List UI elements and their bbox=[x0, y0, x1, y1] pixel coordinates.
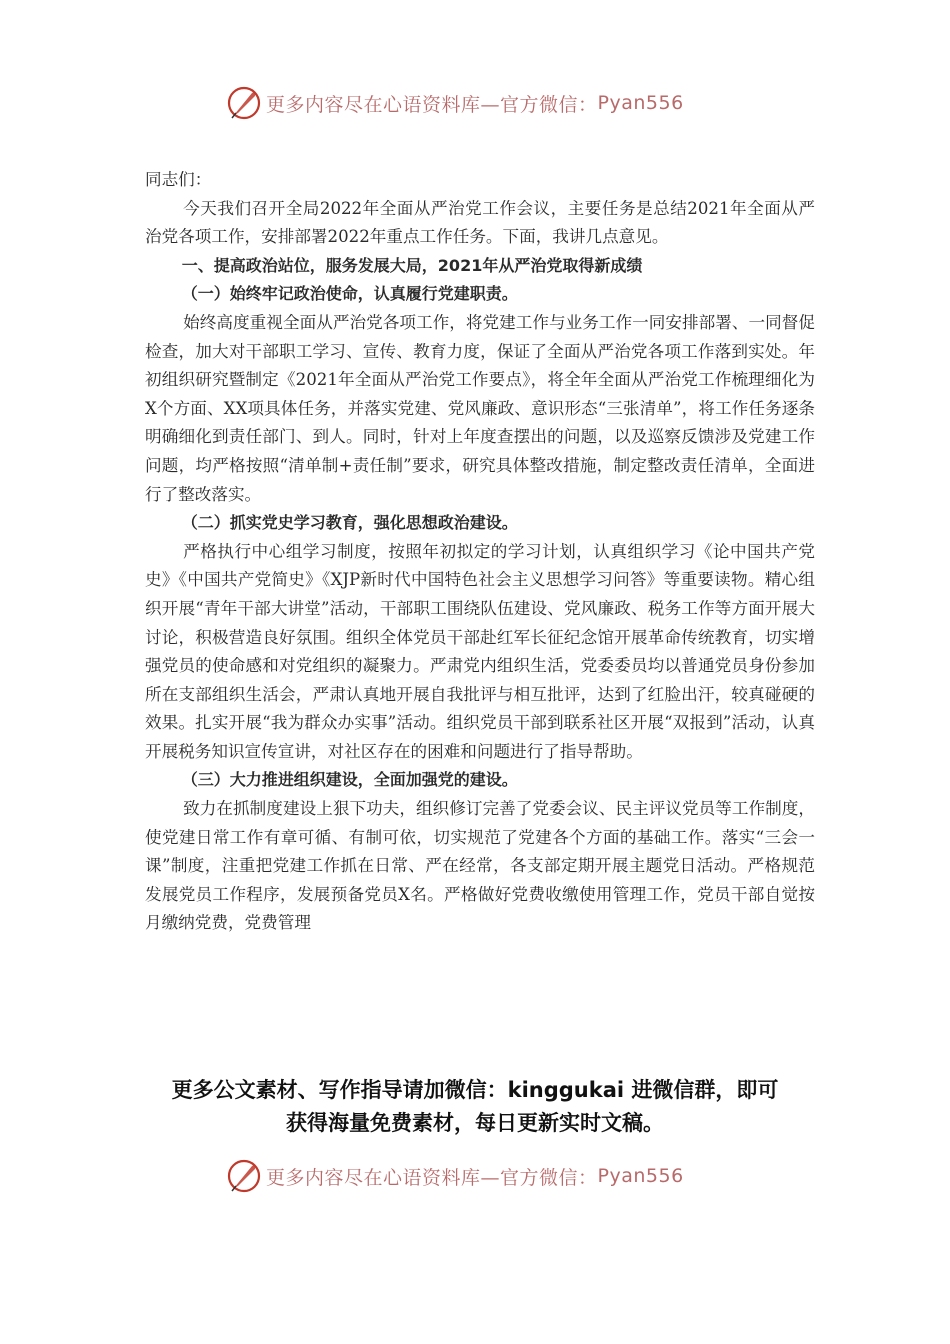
promo-line-2: 获得海量免费素材，每日更新实时文稿。 bbox=[286, 1111, 664, 1135]
quill-logo-icon bbox=[226, 85, 262, 121]
banner-wechat-id: Pyan556 bbox=[597, 1165, 684, 1187]
promo-line-1: 更多公文素材、写作指导请加微信：kinggukai 进微信群，即可 bbox=[171, 1078, 779, 1102]
quill-logo-icon bbox=[226, 1158, 262, 1194]
subsection-3-body: 致力在抓制度建设上狠下功夫，组织修订完善了党委会议、民主评议党员等工作制度，使党建日常工作有章可循、有制可依，切实规范了党建各个方面的基础工作。落实“三会一课”制度，注重把党建工作抓在日常、严在经常，各支部定期开展主题党日活动。严格规范发展党员工作程序，发展预备党员X名。严格做好党费收缴使用管理工作，党员干部自觉按月缴纳党费，党费管理 bbox=[145, 799, 815, 933]
header-banner bbox=[226, 83, 726, 123]
subsection-2-heading: （二）抓实党史学习教育，强化思想政治建设。 bbox=[181, 513, 518, 533]
footer-banner bbox=[226, 1156, 726, 1196]
subsection-1-body: 始终高度重视全面从严治党各项工作，将党建工作与业务工作一同安排部署、一同督促检查，加大对干部职工学习、宣传、教育力度，保证了全面从严治党各项工作落到实处。年初组织研究暨制定《2021年全面从严治党工作要点》，将全年全面从严治党工作梳理细化为X个方面、XX项具体任务，并落实党建、党风廉政、意识形态“三张清单”，将工作任务逐条明确细化到责任部门、到人。同时，针对上年度查摆出的问题，以及巡察反馈涉及党建工作问题，均严格按照“清单制+责任制”要求，研究具体整改措施，制定整改责任清单，全面进行了整改落实。 bbox=[145, 312, 815, 504]
intro-paragraph: 今天我们召开全局2022年全面从严治党工作会议，主要任务是总结2021年全面从严治党各项工作，安排部署2022年重点工作任务。下面，我讲几点意见。 bbox=[145, 198, 815, 247]
banner-wechat-id: Pyan556 bbox=[597, 92, 684, 114]
subsection-1-heading: （一）始终牢记政治使命，认真履行党建职责。 bbox=[181, 284, 518, 304]
document-body bbox=[145, 166, 815, 938]
banner-text: 更多内容尽在心语资料库—官方微信： bbox=[266, 93, 598, 116]
section-1-heading: 一、提高政治站位，服务发展大局，2021年从严治党取得新成绩 bbox=[181, 255, 643, 275]
promo-notice bbox=[100, 1074, 850, 1140]
greeting: 同志们： bbox=[145, 170, 212, 189]
banner-text: 更多内容尽在心语资料库—官方微信： bbox=[266, 1166, 598, 1189]
subsection-3-heading: （三）大力推进组织建设，全面加强党的建设。 bbox=[181, 770, 518, 790]
subsection-2-body: 严格执行中心组学习制度，按照年初拟定的学习计划，认真组织学习《论中国共产党史》《中国共产党简史》《XJP新时代中国特色社会主义思想学习问答》等重要读物。精心组织开展“青年干部大讲堂”活动，干部职工围绕队伍建设、党风廉政、税务工作等方面开展大讨论，积极营造良好氛围。组织全体党员干部赴红军长征纪念馆开展革命传统教育，切实增强党员的使命感和对党组织的凝聚力。严肃党内组织生活，党委委员均以普通党员身份参加所在支部组织生活会，严肃认真地开展自我批评与相互批评，达到了红脸出汗，较真碰硬的效果。扎实开展“我为群众办实事”活动。组织党员干部到联系社区开展“双报到”活动，认真开展税务知识宣传宣讲，对社区存在的困难和问题进行了指导帮助。 bbox=[145, 541, 815, 761]
